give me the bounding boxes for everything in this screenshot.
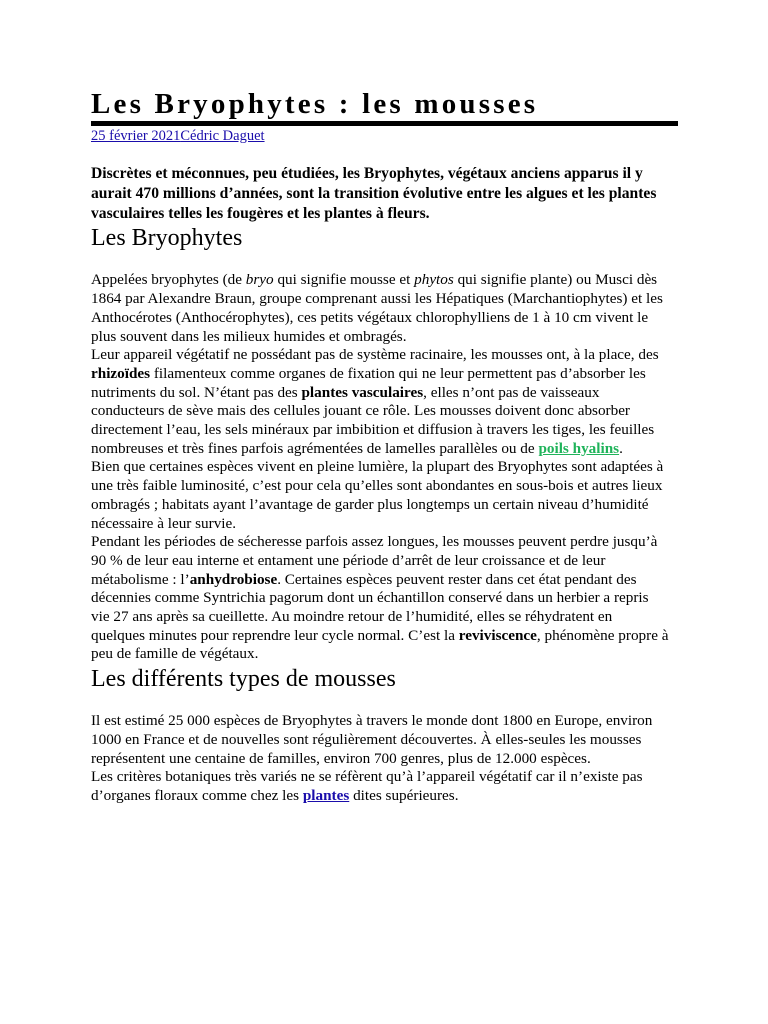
text-run: , elles n’ont pas de vaisseaux conducteurs de sève mais des cellules jouant ce rôle. Les mousses doivent donc absorber directement l’eau, les sels minéraux par imbibition et diffusion à travers les tiges, les feuilles nombreuses et très fines parfois agrémentées de lamelles parallèles ou de xyxy=(91,383,655,457)
text-run: Leur appareil végétatif ne possédant pas de système racinaire, les mousses ont, à la place, des xyxy=(91,346,659,364)
article xyxy=(91,86,678,806)
text-run: , phénomène propre à peu de famille de végétaux. xyxy=(91,626,669,663)
section-heading-bryophytes: Les Bryophytes xyxy=(91,225,243,252)
text-run: qui signifie plante) ou Musci dès 1864 par Alexandre Braun, groupe comprenant aussi les Hépatiques (Marchantiophytes) et les Anthocérotes (Anthocérophytes), ces petits végétaux chlorophylliens de 1 à 10 cm vivent le plus souvent dans les milieux humides et ombragés. xyxy=(91,271,663,345)
paragraph-species-count: Il est estimé 25 000 espèces de Bryophytes à travers le monde dont 1800 en Europe, environ 1000 en France et de nouvelles sont régulièrement découvertes. À elles-seules les mousses représentent une centaine de familles, environ 700 genres, plus de 12.000 espèces. xyxy=(91,712,653,767)
post-meta xyxy=(91,127,678,145)
paragraph-botanical-criteria xyxy=(91,768,670,805)
text-run: . Certaines espèces peuvent rester dans cet état pendant des décennies comme Syntrichia pagorum dont un échantillon conservé dans un herbier a repris vie 27 ans après sa cueillette. Au moindre retour de l’humidité, elles se réhydratent en quelques minutes pour reprendre leur cycle normal. C’est la xyxy=(91,570,649,644)
text-run: . xyxy=(619,439,623,457)
section-body-types xyxy=(91,712,678,806)
bold-term-plantes-vasculaires: plantes vasculaires xyxy=(301,383,424,401)
text-run: Pendant les périodes de sécheresse parfois assez longues, les mousses peuvent perdre jusqu’à 90 % de leur eau interne et entament une période d’arrêt de leur croissance et de leur métabolisme : l’ xyxy=(91,533,658,588)
poils-hyalins-link[interactable]: poils hyalins xyxy=(538,439,620,457)
paragraph-definition xyxy=(91,271,670,346)
paragraph-vegetative-system xyxy=(91,346,670,458)
text-run: dites supérieures. xyxy=(349,786,459,804)
text-run: filamenteux comme organes de fixation qui ne leur permettent pas d’absorber les nutriments du sol. N’étant pas des xyxy=(91,364,646,401)
bold-term-anhydrobiose: anhydrobiose xyxy=(189,570,278,588)
section-heading-types: Les différents types de mousses xyxy=(91,666,396,693)
page-title: Les Bryophytes : les mousses xyxy=(91,88,539,120)
plantes-link[interactable]: plantes xyxy=(302,786,350,804)
bold-term-reviviscence: reviviscence xyxy=(458,626,537,644)
bold-term-rhizoides: rhizoïdes xyxy=(91,364,151,382)
italic-term-bryo: bryo xyxy=(245,271,274,289)
text-run: Les critères botaniques très variés ne se réfèrent qu’à l’appareil végétatif car il n’existe pas d’organes floraux comme chez les xyxy=(91,768,643,804)
italic-term-phytos: phytos xyxy=(414,271,454,289)
text-run: Appelées bryophytes (de xyxy=(91,271,246,289)
author-link[interactable]: Cédric Daguet xyxy=(180,128,265,144)
paragraph-luminosity: Bien que certaines espèces vivent en pleine lumière, la plupart des Bryophytes sont adaptées à une très faible luminosité, c’est pour cela qu’elles sont abondantes en sous-bois et autres lieux ombragés ; habitats ayant l’avantage de garder plus longtemps un certain niveau d’humidité nécessaire à leur survie. xyxy=(91,458,664,532)
intro-paragraph: Discrètes et méconnues, peu étudiées, les Bryophytes, végétaux anciens apparus il y aurait 470 millions d’années, sont la transition évolutive entre les algues et les plantes vasculaires telles les fougères et les plantes à fleurs. xyxy=(91,165,657,222)
paragraph-drought xyxy=(91,533,670,664)
text-run: qui signifie mousse et xyxy=(273,271,415,289)
section-body-bryophytes xyxy=(91,271,678,664)
post-date-link[interactable]: 25 février 2021 xyxy=(91,128,181,144)
